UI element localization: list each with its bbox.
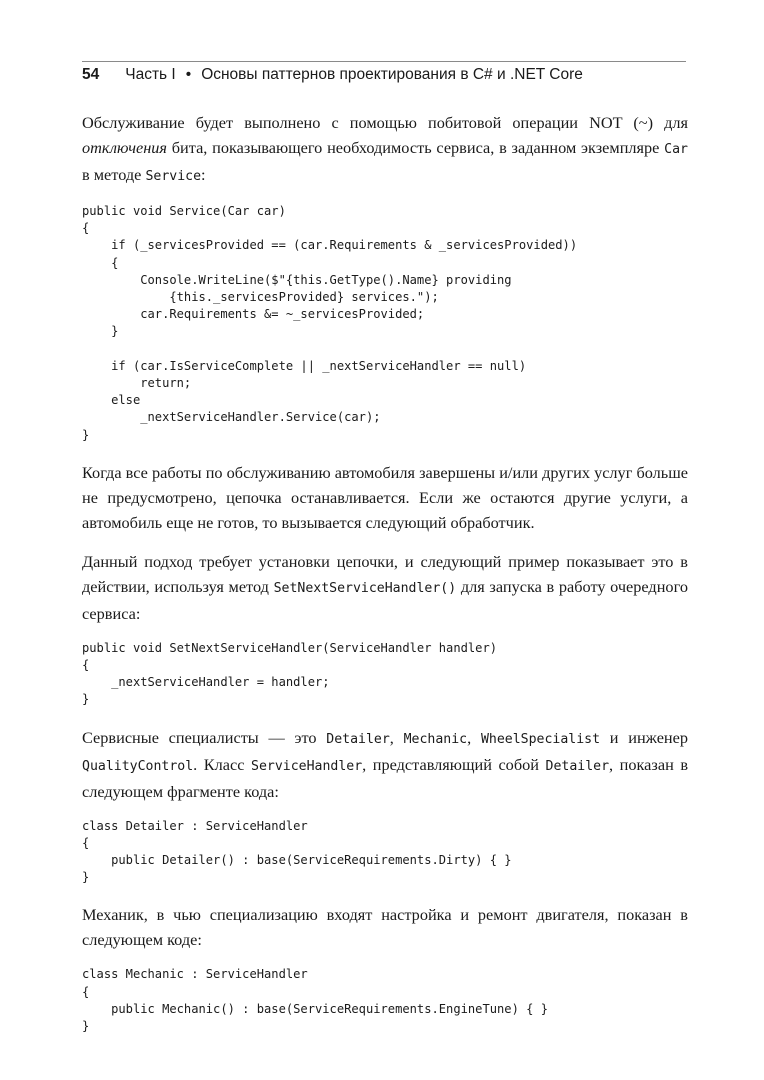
inline-code: Detailer <box>545 758 610 774</box>
part-label: Часть I <box>125 66 176 83</box>
text-run: и инженер <box>600 727 688 747</box>
text-run: , <box>389 727 404 747</box>
inline-code: ServiceHandler <box>251 758 363 774</box>
header-bullet: • <box>185 66 192 83</box>
running-header <box>82 64 686 86</box>
paragraph-chain-setup <box>82 549 688 626</box>
text-run: . Класс <box>193 754 251 774</box>
paragraph-specialists <box>82 725 688 804</box>
paragraph-mechanic: Механик, в чью специализацию входят настройка и ремонт двигателя, показан в следующем коде: <box>82 905 688 950</box>
text-run: , показан в следующем фрагменте кода: <box>82 754 689 801</box>
text-run: в методе <box>82 165 146 184</box>
text-run: для запуска в работу очередного сервиса: <box>82 576 688 623</box>
inline-code: Mechanic <box>403 731 468 747</box>
text-run: Обслуживание будет выполнено с помощью побитовой операции NOT (~) для <box>82 113 688 132</box>
inline-code: WheelSpecialist <box>480 731 601 747</box>
page-number: 54 <box>82 66 100 83</box>
inline-code: QualityControl <box>82 758 194 774</box>
inline-code: Detailer <box>326 731 390 747</box>
page-content <box>82 110 688 1051</box>
code-block-service-method: public void Service(Car car) { if (_servicesProvided == (car.Requirements & _servicesProvided)) { Console.WriteLine($"{this.GetType().Name} providing {this._servicesProvided} services."); car.Requirements &= ~_servicesProvided; } if (car.IsServiceComplete || _nextServiceHandler == null) return; else _nextServiceHandler.Service(car); } <box>82 204 578 442</box>
inline-code: Service <box>145 169 202 184</box>
emphasis-text: отключения <box>82 138 167 157</box>
inline-code: Car <box>664 142 688 157</box>
text-run: бита, показывающего необходимость сервиса, в заданном экземпляре <box>166 138 665 157</box>
chapter-title: Основы паттернов проектирования в C# и .NET Core <box>201 66 583 83</box>
text-run: , представляющий собой <box>362 754 546 774</box>
paragraph-chain-stops: Когда все работы по обслуживанию автомобиля завершены и/или других услуг больше не предусмотрено, цепочка останавливается. Если же остаются другие услуги, а автомобиль еще не готов, то вызывается следующий обработчик. <box>82 462 688 532</box>
text-run: , <box>467 727 481 747</box>
text-run: : <box>201 165 206 184</box>
code-block-detailer-class: class Detailer : ServiceHandler { public Detailer() : base(ServiceRequirements.Dirty) { } } <box>82 818 512 885</box>
code-block-mechanic-class: class Mechanic : ServiceHandler { public Mechanic() : base(ServiceRequirements.EngineTune) { } } <box>82 967 548 1034</box>
paragraph-not-operation <box>82 110 688 189</box>
text-run: Данный подход требует установки цепочки, и следующий пример показывает это в действии, используя метод <box>82 551 688 596</box>
inline-code: SetNextServiceHandler() <box>273 580 457 596</box>
code-block-set-next-handler: public void SetNextServiceHandler(ServiceHandler handler) { _nextServiceHandler = handler; } <box>82 640 498 707</box>
text-run: Сервисные специалисты — это <box>82 727 327 747</box>
header-rule <box>82 61 686 62</box>
